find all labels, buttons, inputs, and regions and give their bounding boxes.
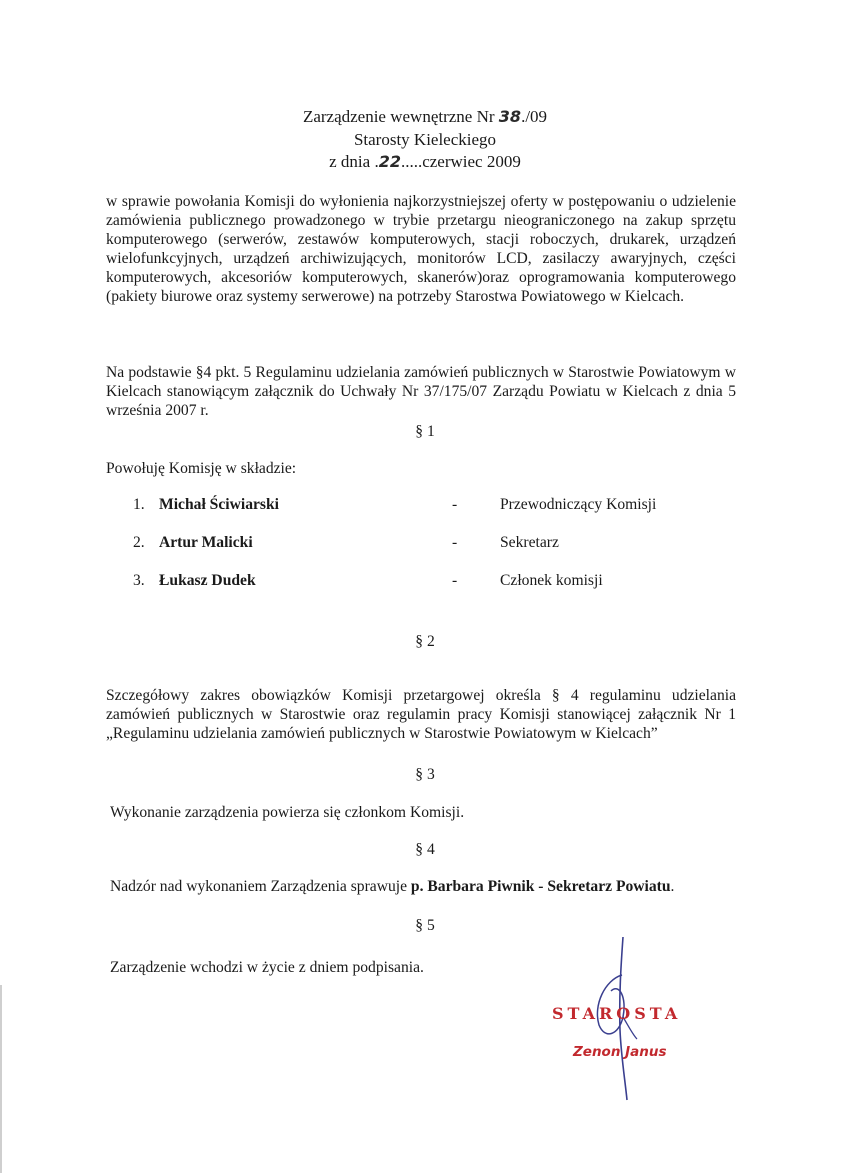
section-4-text-prefix: Nadzór nad wykonaniem Zarządzenia sprawuje	[110, 878, 411, 895]
member-name: Michał Ściwiarski	[159, 496, 279, 513]
member-row	[0, 533, 850, 553]
subject-paragraph: w sprawie powołania Komisji do wyłonienia najkorzystniejszej oferty w postępowaniu o udzielenie zamówienia publicznego prowadzonego w trybie przetargu nieograniczonego na zakup sprzętu komputerowego (serwerów, zestawów komputerowych, stacji roboczych, drukarek, urządzeń wielofunkcyjnych, urządzeń archiwizujących, monitorów LCD, zasilaczy awaryjnych, części komputerowych, akcesoriów komputerowych, skanerów)oraz oprogramowania komputerowego (pakiety biurowe oraz systemy serwerowe) na potrzeby Starostwa Powiatowego w Kielcach.	[106, 193, 736, 305]
member-dash: -	[452, 496, 458, 513]
title-line-1	[0, 106, 850, 128]
section-1-intro: Powołuję Komisję w składzie:	[106, 460, 297, 477]
member-name: Łukasz Dudek	[159, 572, 256, 589]
date-suffix: .....czerwiec 2009	[400, 152, 521, 171]
section-3-heading: § 3	[415, 766, 435, 783]
member-dash: -	[452, 534, 458, 551]
handwritten-day: 22	[378, 152, 401, 171]
handwritten-number: 38	[498, 107, 522, 126]
stamp-title: STAROSTA	[552, 1004, 682, 1023]
member-number: 1.	[133, 496, 145, 513]
member-dash: -	[452, 572, 458, 589]
supervisor-name: p. Barbara Piwnik - Sekretarz Powiatu	[410, 878, 671, 895]
member-name: Artur Malicki	[159, 534, 253, 551]
member-role: Członek komisji	[500, 572, 603, 589]
section-4-heading: § 4	[415, 841, 435, 858]
date-prefix: z dnia .	[329, 152, 379, 171]
title-line-2: Starosty Kieleckiego	[353, 130, 497, 149]
section-4-text	[110, 877, 674, 896]
member-number: 3.	[133, 572, 145, 589]
section-4-text-suffix: .	[670, 878, 675, 895]
member-role: Przewodniczący Komisji	[500, 496, 657, 513]
section-5-heading: § 5	[415, 917, 435, 934]
section-2-heading: § 2	[415, 633, 435, 650]
member-role: Sekretarz	[500, 534, 559, 551]
title-prefix: Zarządzenie wewnętrzne Nr	[302, 107, 499, 126]
section-1-heading: § 1	[415, 423, 435, 440]
stamp-name: Zenon Janus	[573, 1044, 667, 1060]
legal-basis-paragraph: Na podstawie §4 pkt. 5 Regulaminu udzielania zamówień publicznych w Starostwie Powiatowym w Kielcach stanowiącym załącznik do Uchwały Nr 37/175/07 Zarządu Powiatu w Kielcach z dnia 5 września 2007 r.	[106, 364, 736, 419]
section-3-text: Wykonanie zarządzenia powierza się członkom Komisji.	[110, 804, 465, 821]
section-2-text: Szczegółowy zakres obowiązków Komisji przetargowej określa § 4 regulaminu udzielania zamówień publicznych w Starostwie oraz regulamin pracy Komisji stanowiącej załącznik Nr 1 „Regulaminu udzielania zamówień publicznych w Starostwie Powiatowym w Kielcach”	[106, 687, 736, 742]
title-line-3	[0, 151, 850, 173]
member-row	[0, 495, 850, 515]
member-row	[0, 571, 850, 591]
member-number: 2.	[133, 534, 145, 551]
section-5-text: Zarządzenie wchodzi w życie z dniem podpisania.	[110, 959, 424, 976]
scan-edge-shadow	[0, 985, 2, 1173]
title-suffix: ./09	[521, 107, 548, 126]
